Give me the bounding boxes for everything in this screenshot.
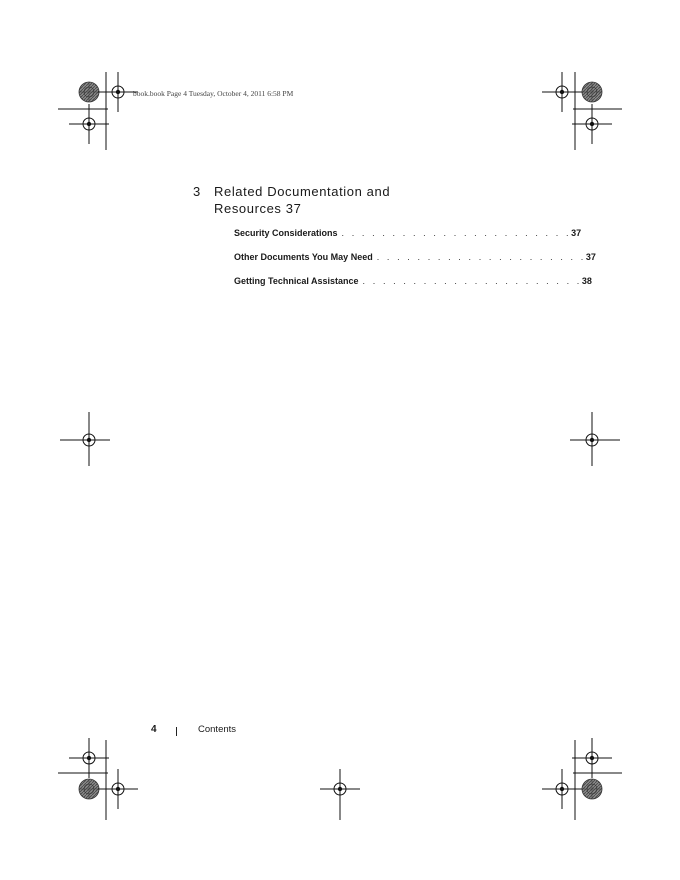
toc-entry-page: 37 [571, 228, 582, 238]
footer-section-title: Contents [198, 724, 237, 735]
toc-leader-dots: . . . . . . . . . . . . . . . . . . . . . . [362, 276, 582, 286]
crosshair-icon [572, 738, 612, 778]
crosshair-icon [542, 72, 582, 112]
chapter-title-line1: Related Documentation and [214, 184, 391, 199]
toc-entry-page: 37 [585, 252, 596, 262]
print-slug: book.book Page 4 Tuesday, October 4, 2011 6:58 PM [133, 89, 294, 98]
toc-entry[interactable] [234, 252, 596, 276]
toc-entry[interactable] [234, 276, 592, 300]
color-target-icon [582, 82, 602, 102]
toc-leader-dots: . . . . . . . . . . . . . . . . . . . . . [376, 252, 586, 262]
footer-divider [176, 727, 177, 736]
color-target-icon [582, 779, 602, 799]
toc-entry-label: Security Considerations [234, 228, 338, 238]
color-target-icon [79, 82, 99, 102]
toc-entry-page: 38 [581, 276, 592, 286]
crosshair-icon [69, 738, 109, 778]
chapter-title-line2: Resources 37 [214, 201, 302, 216]
color-target-icon [79, 779, 99, 799]
crosshair-icon [98, 769, 138, 809]
toc-list [234, 228, 596, 300]
toc-entry-label: Other Documents You May Need [234, 252, 373, 262]
crosshair-icon [69, 104, 109, 144]
chapter-number: 3 [193, 184, 201, 199]
crosshair-icon [572, 104, 612, 144]
crosshair-icon [98, 72, 138, 112]
toc-leader-dots: . . . . . . . . . . . . . . . . . . . . . . . [341, 228, 572, 238]
footer-page-number: 4 [151, 724, 157, 735]
toc-entry[interactable] [234, 228, 582, 252]
crosshair-icon [542, 769, 582, 809]
toc-entry-label: Getting Technical Assistance [234, 276, 359, 286]
